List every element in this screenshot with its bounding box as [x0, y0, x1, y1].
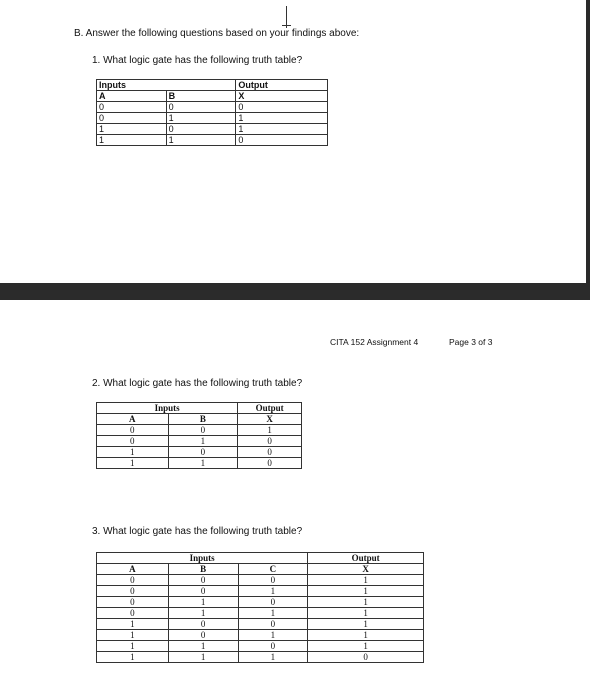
truth-table-1 — [96, 79, 328, 146]
cell: 1 — [97, 652, 169, 663]
column-header-b: B — [168, 564, 238, 575]
cell: 1 — [97, 630, 169, 641]
cell: 1 — [97, 619, 169, 630]
cell: 0 — [168, 447, 238, 458]
cell: 1 — [308, 619, 424, 630]
cell: 1 — [308, 630, 424, 641]
cell: 1 — [238, 652, 308, 663]
cell: 0 — [168, 619, 238, 630]
cell: 1 — [97, 447, 169, 458]
cell: 0 — [168, 586, 238, 597]
question-1-prompt: 1. What logic gate has the following truth table? — [92, 55, 303, 66]
column-header-x: X — [308, 564, 424, 575]
cell: 1 — [236, 124, 328, 135]
cell: 1 — [168, 641, 238, 652]
cell: 0 — [308, 652, 424, 663]
cell: 1 — [168, 652, 238, 663]
page-gap — [0, 283, 590, 300]
cell: 1 — [308, 597, 424, 608]
cell: 0 — [97, 575, 169, 586]
question-2-prompt: 2. What logic gate has the following truth table? — [92, 378, 303, 389]
inputs-header: Inputs — [97, 403, 238, 414]
table-row — [97, 447, 302, 458]
cell: 0 — [238, 641, 308, 652]
cell: 0 — [97, 425, 169, 436]
column-header-a: A — [97, 91, 167, 102]
output-header: Output — [238, 403, 302, 414]
table-row — [97, 630, 424, 641]
column-header-c: C — [238, 564, 308, 575]
cell: 1 — [97, 124, 167, 135]
footer-page-number: Page 3 of 3 — [449, 337, 493, 347]
cell: 0 — [238, 619, 308, 630]
cell: 1 — [308, 586, 424, 597]
cell: 1 — [238, 608, 308, 619]
table-row — [97, 425, 302, 436]
table-row — [97, 652, 424, 663]
column-header-a: A — [97, 414, 169, 425]
cell: 0 — [238, 575, 308, 586]
cell: 1 — [308, 608, 424, 619]
column-header-b: B — [168, 414, 238, 425]
truth-table-3 — [96, 552, 424, 663]
cell: 0 — [97, 102, 167, 113]
cell: 1 — [166, 135, 236, 146]
output-header: Output — [236, 80, 328, 91]
table-row — [97, 124, 328, 135]
cell: 1 — [308, 641, 424, 652]
footer-course: CITA 152 Assignment 4 — [330, 337, 419, 347]
table-row — [97, 641, 424, 652]
cell: 0 — [97, 113, 167, 124]
table-row — [97, 575, 424, 586]
column-header-x: X — [236, 91, 328, 102]
table-row — [97, 135, 328, 146]
inputs-header: Inputs — [97, 80, 236, 91]
cell: 0 — [168, 425, 238, 436]
table-row — [97, 586, 424, 597]
cell: 0 — [97, 436, 169, 447]
page-edge — [586, 0, 590, 283]
cell: 0 — [166, 102, 236, 113]
cell: 1 — [166, 113, 236, 124]
cell: 1 — [238, 425, 302, 436]
column-header-x: X — [238, 414, 302, 425]
cell: 1 — [168, 608, 238, 619]
text-cursor-base — [282, 25, 291, 26]
cell: 0 — [238, 447, 302, 458]
table-row — [97, 436, 302, 447]
cell: 1 — [168, 458, 238, 469]
cell: 0 — [168, 630, 238, 641]
inputs-header: Inputs — [97, 553, 308, 564]
cell: 1 — [168, 436, 238, 447]
question-3-prompt: 3. What logic gate has the following truth table? — [92, 526, 303, 537]
table-row — [97, 102, 328, 113]
cell: 0 — [238, 597, 308, 608]
cell: 1 — [168, 597, 238, 608]
cell: 0 — [236, 102, 328, 113]
output-header: Output — [308, 553, 424, 564]
section-b-heading: B. Answer the following questions based on your findings above: — [74, 28, 360, 39]
table-row — [97, 619, 424, 630]
cell: 1 — [97, 458, 169, 469]
cell: 0 — [238, 436, 302, 447]
cell: 0 — [236, 135, 328, 146]
table-row — [97, 458, 302, 469]
cell: 0 — [97, 608, 169, 619]
table-row — [97, 597, 424, 608]
cell: 0 — [97, 597, 169, 608]
table-row — [97, 113, 328, 124]
truth-table-2 — [96, 402, 302, 469]
cell: 1 — [308, 575, 424, 586]
table-row — [97, 608, 424, 619]
column-header-a: A — [97, 564, 169, 575]
cell: 0 — [238, 458, 302, 469]
column-header-b: B — [166, 91, 236, 102]
cell: 0 — [168, 575, 238, 586]
cell: 1 — [97, 135, 167, 146]
cell: 1 — [238, 630, 308, 641]
cell: 0 — [166, 124, 236, 135]
cell: 1 — [236, 113, 328, 124]
cell: 1 — [238, 586, 308, 597]
cell: 1 — [97, 641, 169, 652]
cell: 0 — [97, 586, 169, 597]
